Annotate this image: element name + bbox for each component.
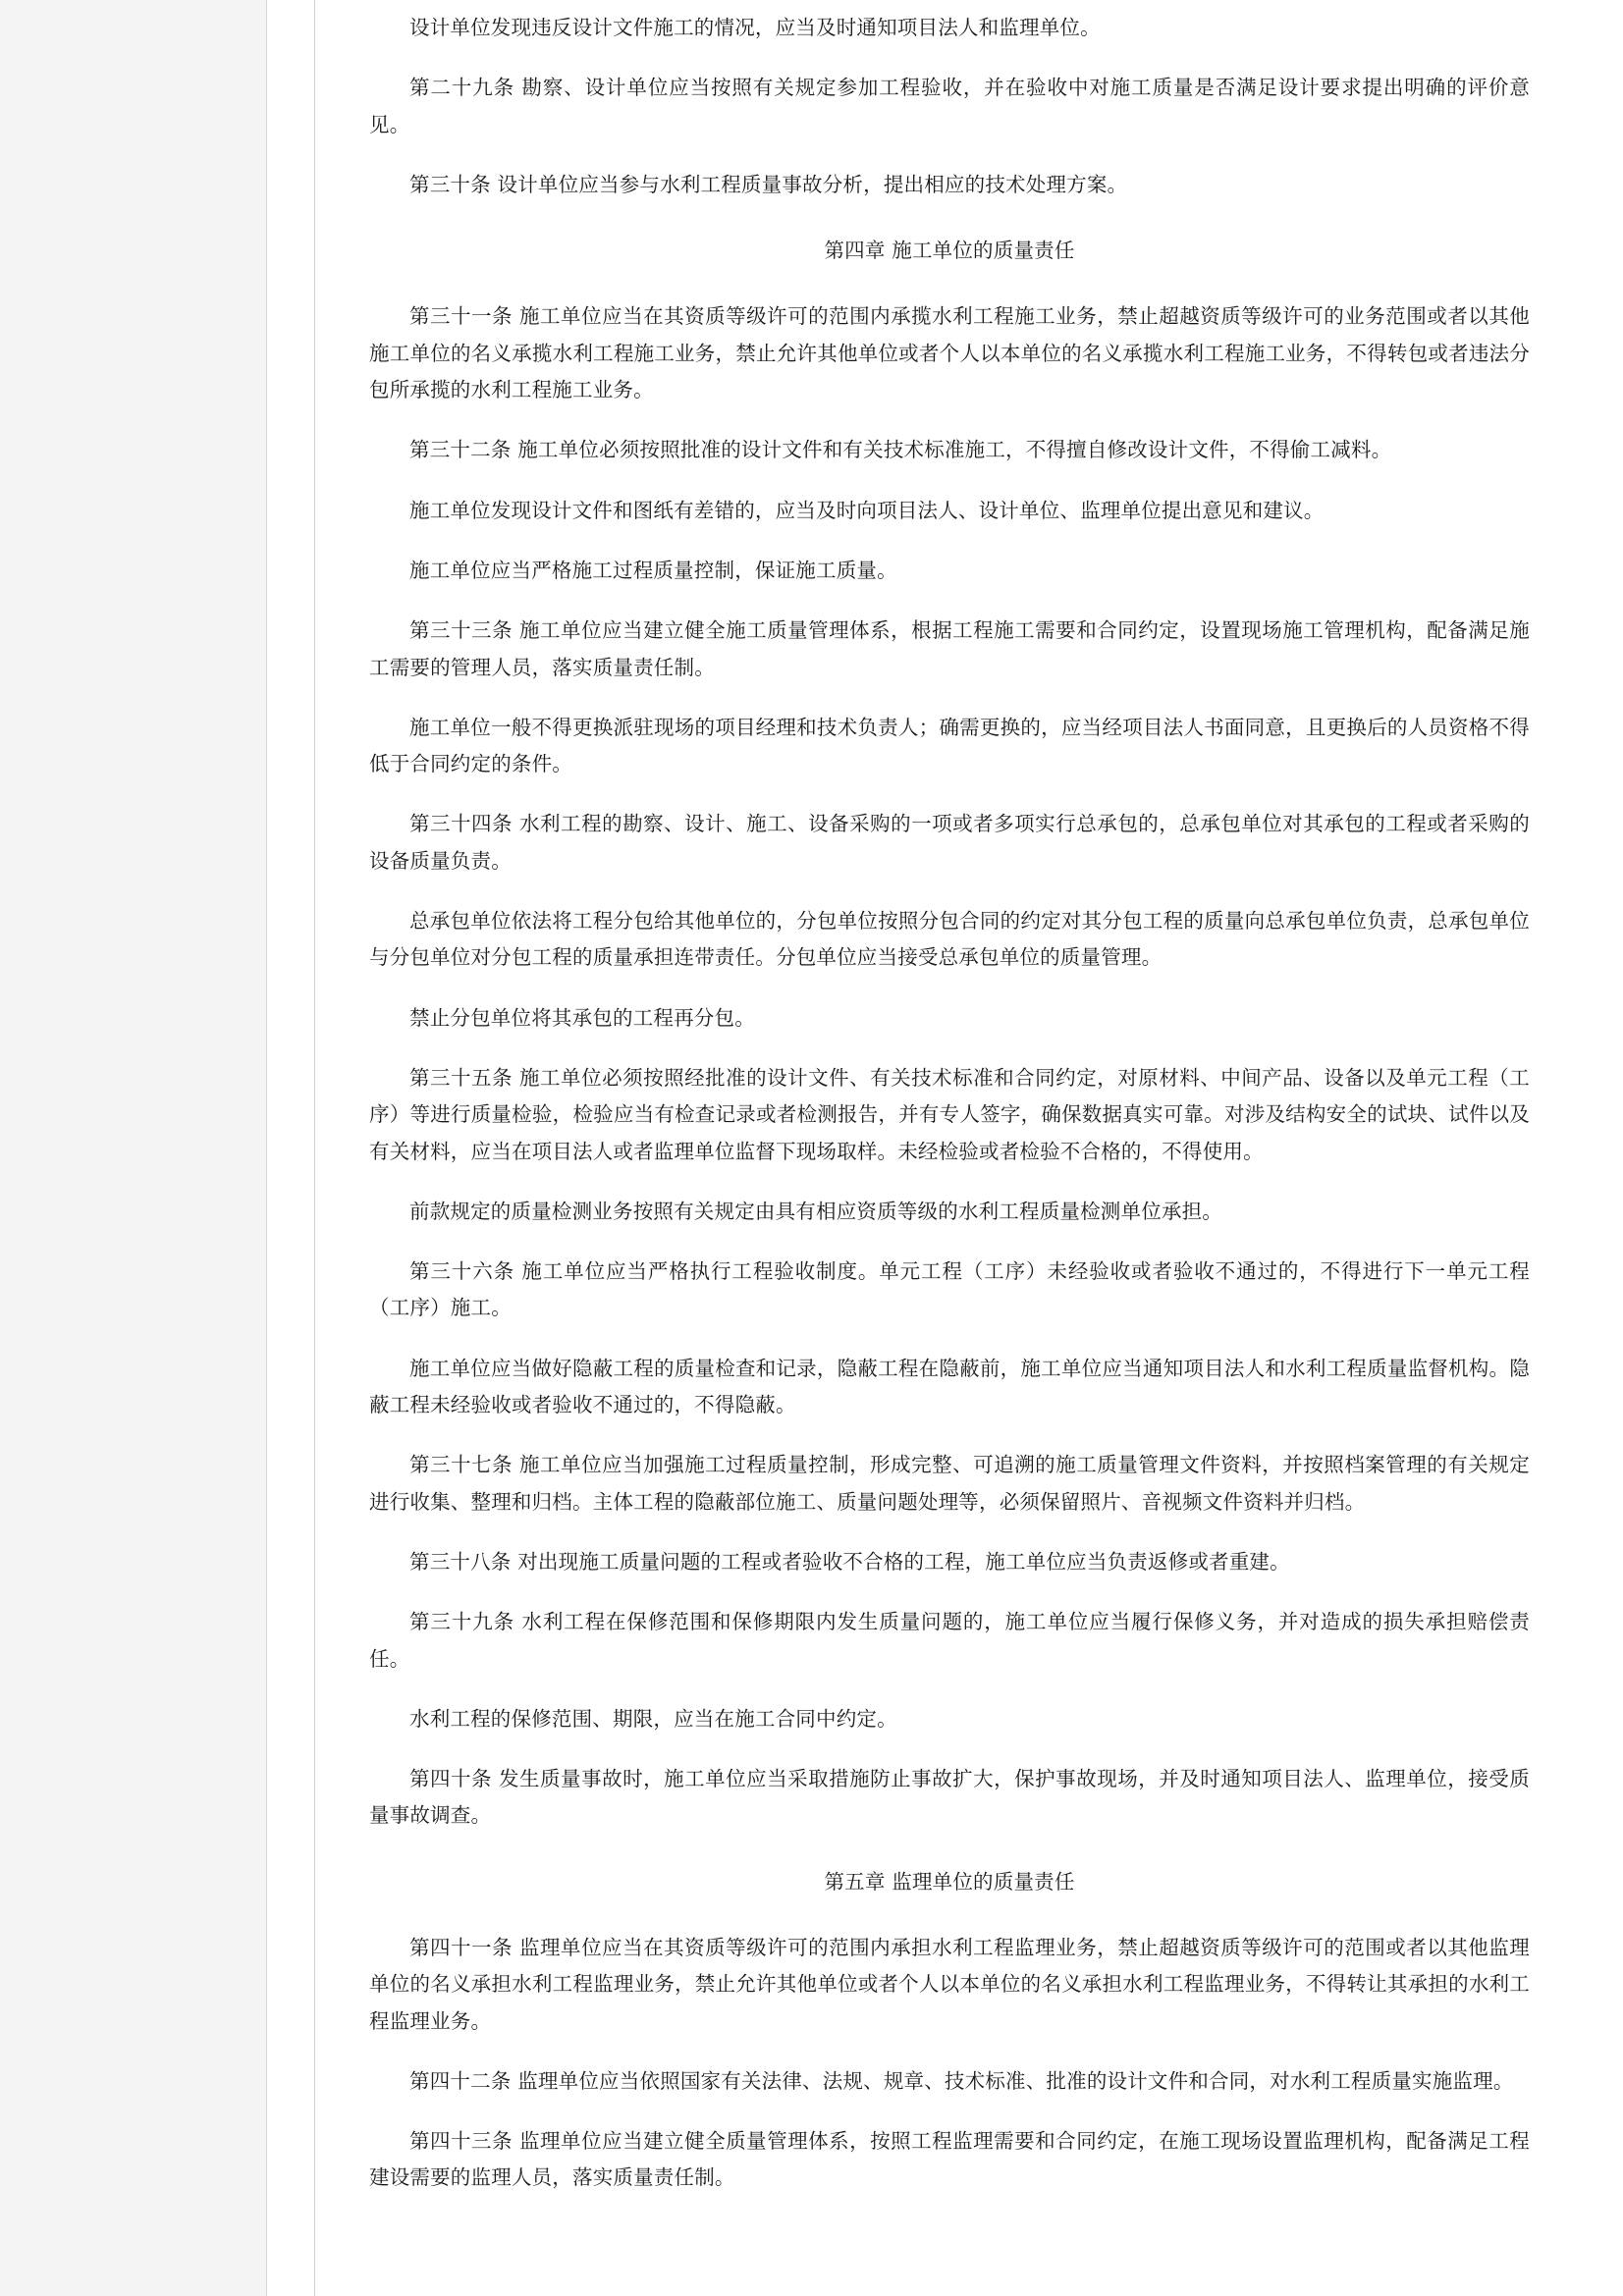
sidebar-pane [0, 0, 267, 2296]
paragraph: 第三十二条 施工单位必须按照批准的设计文件和有关技术标准施工，不得擅自修改设计文件，不得偷工减料。 [409, 438, 1392, 462]
paragraph: 施工单位一般不得更换派驻现场的项目经理和技术负责人；确需更换的，应当经项目法人书面同意，且更换后的人员资格不得低于合同约定的条件。 [369, 715, 1530, 776]
paragraph: 第三十八条 对出现施工质量问题的工程或者验收不合格的工程，施工单位应当负责返修或者重建。 [409, 1549, 1290, 1574]
paragraph: 施工单位应当做好隐蔽工程的质量检查和记录，隐蔽工程在隐蔽前，施工单位应当通知项目法人和水利工程质量监督机构。隐蔽工程未经验收或者验收不通过的，不得隐蔽。 [369, 1356, 1530, 1417]
paragraph: 水利工程的保修范围、期限，应当在施工合同中约定。 [409, 1706, 897, 1731]
chapter-heading: 第五章 监理单位的质量责任 [824, 1869, 1075, 1894]
paragraph: 第三十九条 水利工程在保修范围和保修期限内发生质量问题的，施工单位应当履行保修义务，并对造成的损失承担赔偿责任。 [369, 1610, 1530, 1671]
paragraph: 禁止分包单位将其承包的工程再分包。 [409, 1005, 755, 1030]
paragraph: 第三十三条 施工单位应当建立健全施工质量管理体系，根据工程施工需要和合同约定，设置现场施工管理机构，配备满足施工需要的管理人员，落实质量责任制。 [369, 618, 1530, 679]
paragraph: 第三十七条 施工单位应当加强施工过程质量控制，形成完整、可追溯的施工质量管理文件资料，并按照档案管理的有关规定进行收集、整理和归档。主体工程的隐蔽部位施工、质量问题处理等，必须保留照片、音视频文件资料并归档。 [369, 1453, 1530, 1514]
paragraph: 设计单位发现违反设计文件施工的情况，应当及时通知项目法人和监理单位。 [409, 16, 1101, 39]
paragraph: 第四十三条 监理单位应当建立健全质量管理体系，按照工程监理需要和合同约定，在施工现场设置监理机构，配备满足工程建设需要的监理人员，落实质量责任制。 [369, 2129, 1530, 2190]
paragraph: 第二十九条 勘察、设计单位应当按照有关规定参加工程验收，并在验收中对施工质量是否满足设计要求提出明确的评价意见。 [369, 76, 1530, 136]
paragraph: 第三十条 设计单位应当参与水利工程质量事故分析，提出相应的技术处理方案。 [409, 172, 1128, 196]
paragraph: 第三十四条 水利工程的勘察、设计、施工、设备采购的一项或者多项实行总承包的，总承包单位对其承包的工程或者采购的设备质量负责。 [369, 812, 1530, 873]
page-left-margin [267, 0, 315, 2296]
paragraph: 前款规定的质量检测业务按照有关规定由具有相应资质等级的水利工程质量检测单位承担。 [409, 1199, 1222, 1223]
paragraph: 第四十一条 监理单位应当在其资质等级许可的范围内承担水利工程监理业务，禁止超越资质等级许可的范围或者以其他监理单位的名义承担水利工程监理业务，禁止允许其他单位或者个人以本单位的名义承担水利工程监理业务，不得转让其承担的水利工程监理业务。 [369, 1935, 1530, 2033]
paragraph: 施工单位发现设计文件和图纸有差错的，应当及时向项目法人、设计单位、监理单位提出意见和建议。 [409, 498, 1325, 522]
paragraph: 总承包单位依法将工程分包给其他单位的，分包单位按照分包合同的约定对其分包工程的质量向总承包单位负责，总承包单位与分包单位对分包工程的质量承担连带责任。分包单位应当接受总承包单位的质量管理。 [369, 909, 1530, 970]
paragraph: 第四十条 发生质量事故时，施工单位应当采取措施防止事故扩大，保护事故现场，并及时通知项目法人、监理单位，接受质量事故调查。 [369, 1767, 1530, 1828]
paragraph: 施工单位应当严格施工过程质量控制，保证施工质量。 [409, 558, 897, 582]
paragraph: 第三十一条 施工单位应当在其资质等级许可的范围内承揽水利工程施工业务，禁止超越资质等级许可的业务范围或者以其他施工单位的名义承揽水利工程施工业务，禁止允许其他单位或者个人以本单位的名义承揽水利工程施工业务，不得转包或者违法分包所承揽的水利工程施工业务。 [369, 304, 1530, 402]
paragraph: 第三十六条 施工单位应当严格执行工程验收制度。单元工程（工序）未经验收或者验收不通过的，不得进行下一单元工程（工序）施工。 [369, 1259, 1530, 1320]
chapter-heading: 第四章 施工单位的质量责任 [824, 239, 1075, 263]
document-body [315, 0, 1623, 2296]
paragraph: 第四十二条 监理单位应当依照国家有关法律、法规、规章、技术标准、批准的设计文件和合同，对水利工程质量实施监理。 [409, 2068, 1514, 2093]
paragraph: 第三十五条 施工单位必须按照经批准的设计文件、有关技术标准和合同约定，对原材料、中间产品、设备以及单元工程（工序）等进行质量检验，检验应当有检查记录或者检测报告，并有专人签字，确保数据真实可靠。对涉及结构安全的试块、试件以及有关材料，应当在项目法人或者监理单位监督下现场取样。未经检验或者检验不合格的，不得使用。 [369, 1065, 1530, 1163]
